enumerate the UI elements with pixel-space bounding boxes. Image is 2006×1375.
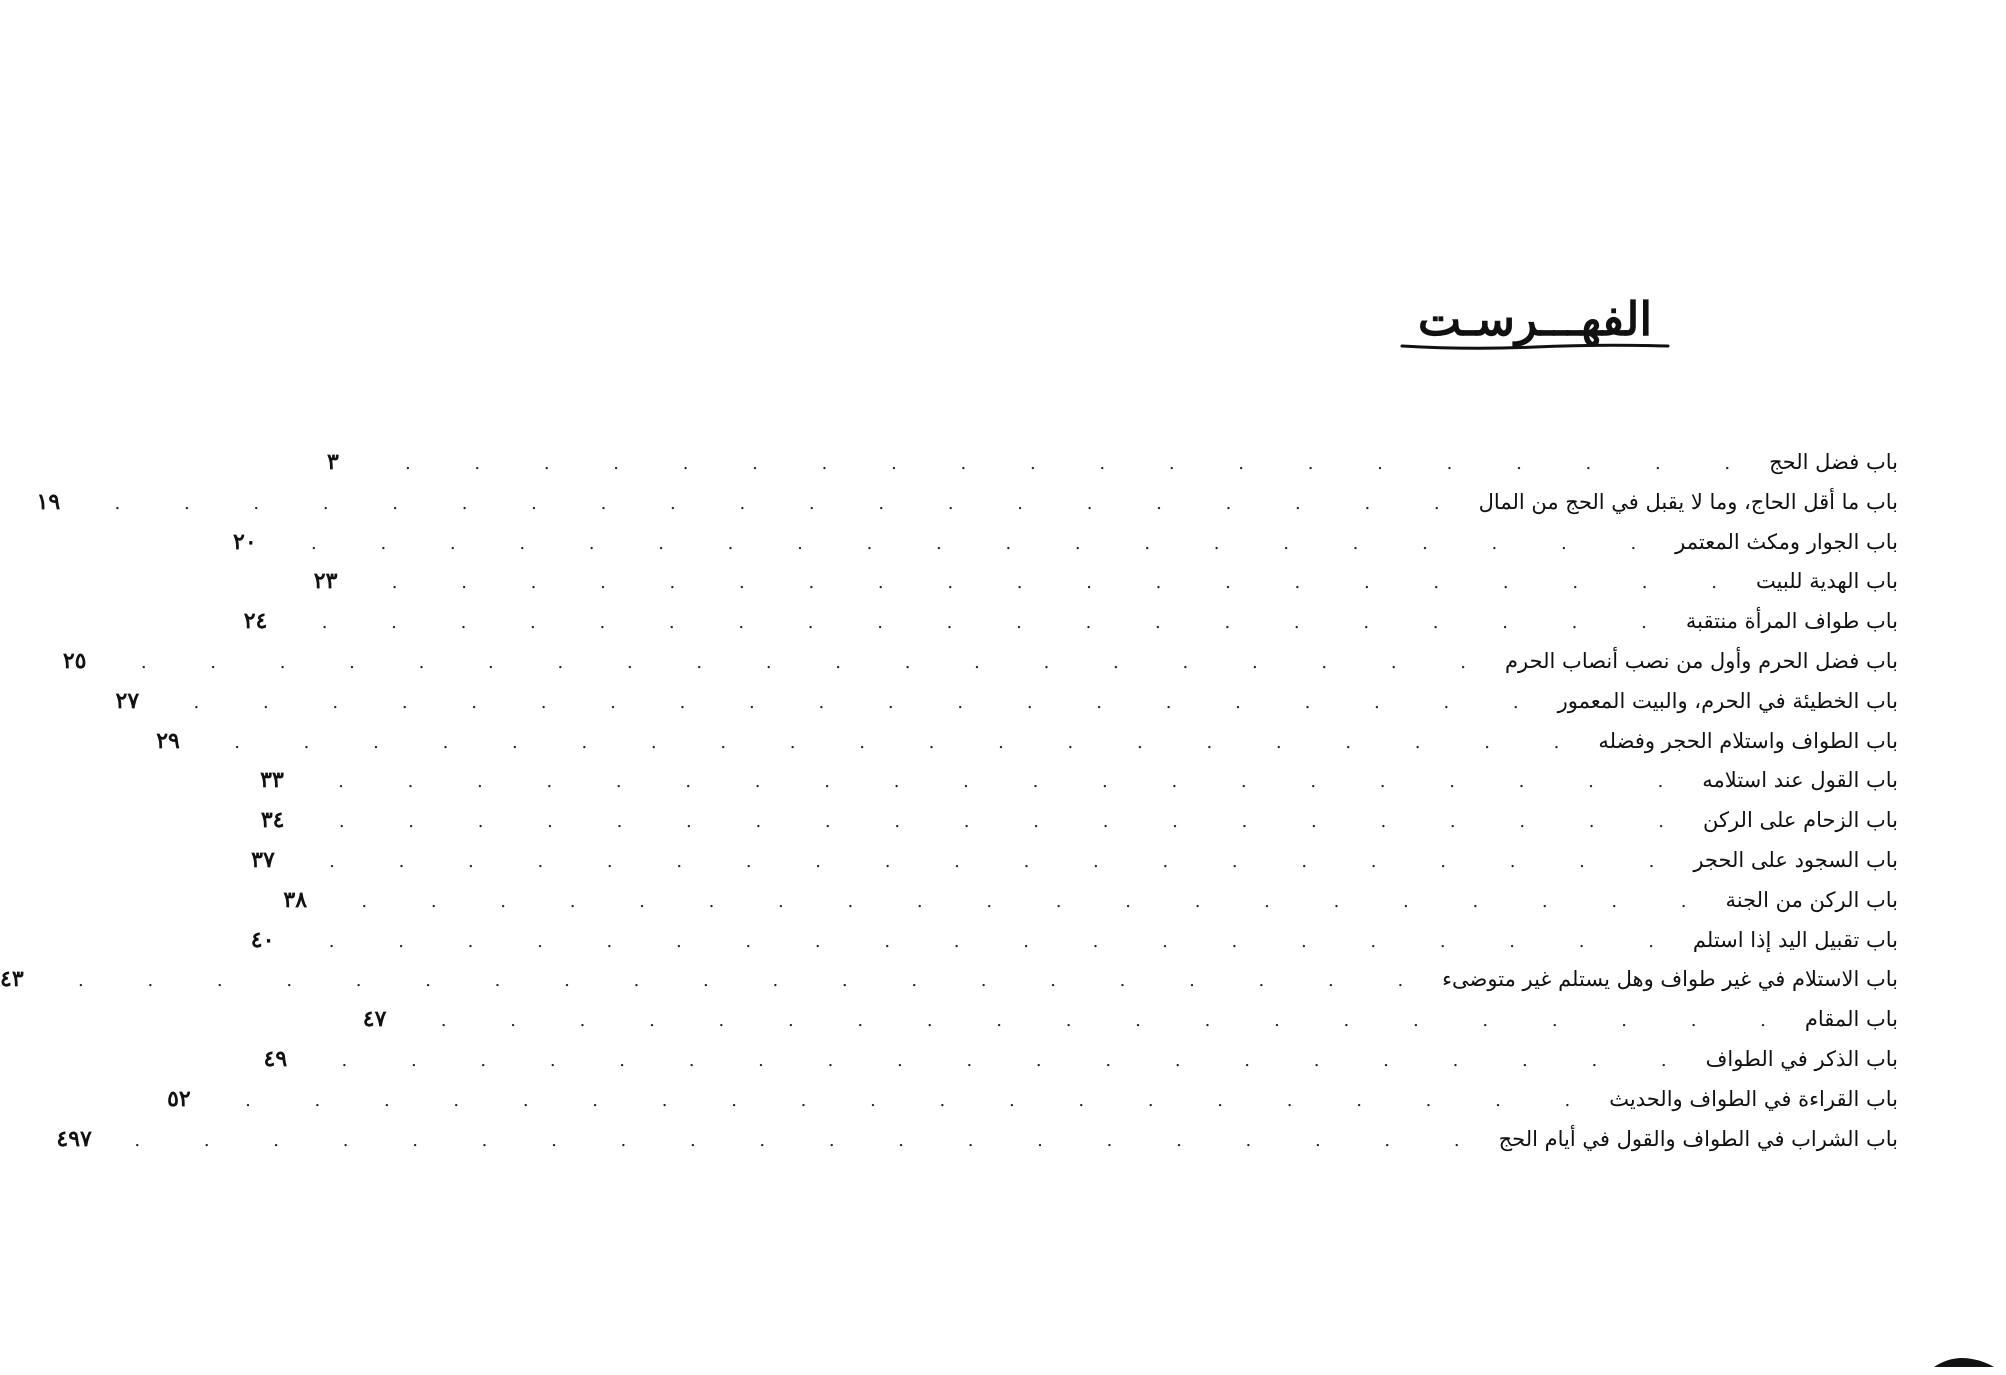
toc-entry-page: ٤٩ bbox=[263, 1045, 288, 1072]
toc-entry-page: ١٩ bbox=[36, 488, 61, 515]
toc-leader-dots: . . . . . . . . . . . . . . . . . . . . bbox=[328, 930, 1683, 952]
toc-entry-title: باب الطواف واستلام الحجر وفضله bbox=[1598, 728, 1898, 753]
toc-entry[interactable] bbox=[362, 1006, 1898, 1046]
toc-leader-dots: . . . . . . . . . . . . . . . . . . . . bbox=[404, 453, 1760, 474]
toc-leader-dots: . . . . . . . . . . . . . . . . . . . . bbox=[341, 1049, 1696, 1071]
toc-entry[interactable] bbox=[36, 488, 1898, 529]
toc-entry-title: باب فضل الحج bbox=[1769, 450, 1898, 474]
toc-entry[interactable] bbox=[313, 568, 1898, 608]
toc-leader-dots: . . . . . . . . . . . . . . . . . . . . bbox=[440, 1010, 1795, 1032]
toc-entry[interactable] bbox=[260, 767, 1898, 807]
toc-entry[interactable] bbox=[250, 926, 1898, 967]
toc-entry-page: ٢٠ bbox=[233, 528, 257, 555]
toc-leader-dots: . . . . . . . . . . . . . . . . . . . . bbox=[391, 572, 1746, 594]
toc-entry[interactable] bbox=[326, 449, 1898, 489]
toc-entry-title: باب تقبيل اليد إذا استلم bbox=[1692, 927, 1898, 952]
toc-leader-dots: . . . . . . . . . . . . . . . . . . . . bbox=[321, 612, 1676, 634]
toc-entry[interactable] bbox=[115, 687, 1898, 728]
scan-edge-mark bbox=[1932, 1353, 1996, 1369]
toc-entry[interactable] bbox=[156, 727, 1898, 768]
toc-entry[interactable] bbox=[263, 1045, 1898, 1086]
toc-entry-page: ٢٣ bbox=[313, 568, 338, 595]
toc-leader-dots: . . . . . . . . . . . . . . . . . . . . bbox=[114, 492, 1469, 514]
toc-entry[interactable] bbox=[283, 886, 1898, 927]
toc-entry-title: باب الزحام على الركن bbox=[1702, 808, 1898, 833]
toc-entry-title: باب الشراب في الطواف والقول في أيام الحج bbox=[1498, 1126, 1898, 1151]
toc-entry[interactable] bbox=[56, 1125, 1898, 1166]
toc-entry-page: ٣٨ bbox=[283, 886, 308, 913]
toc-entry[interactable] bbox=[243, 608, 1898, 648]
toc-leader-dots: . . . . . . . . . . . . . . . . . . . . bbox=[234, 731, 1589, 753]
toc-entry-page: ٤٩٧ bbox=[56, 1125, 92, 1152]
toc-entry-page: ٤٠ bbox=[250, 926, 275, 953]
toc-entry-page: ٢٤ bbox=[243, 608, 268, 635]
toc-entry-title: باب الهدية للبيت bbox=[1755, 569, 1898, 594]
toc-entry-page: ٣٣ bbox=[260, 767, 284, 794]
toc-entry-page: ٤٣ bbox=[0, 966, 24, 993]
toc-leader-dots: . . . . . . . . . . . . . . . . . . . . bbox=[361, 890, 1716, 912]
toc-entry-page: ٢٩ bbox=[156, 727, 180, 754]
toc-entry-title: باب ما أقل الحاج، وما لا يقبل في الحج من المال bbox=[1478, 489, 1898, 514]
table-of-contents bbox=[0, 449, 1898, 1165]
toc-entry[interactable] bbox=[260, 807, 1898, 847]
page-title: الفهـــرسـت bbox=[1417, 292, 1653, 346]
toc-entry-title: باب السجود على الحجر bbox=[1693, 847, 1898, 872]
toc-entry-title: باب فضل الحرم وأول من نصب أنصاب الحرم bbox=[1505, 648, 1898, 673]
title-block bbox=[1064, 292, 2006, 351]
toc-entry[interactable] bbox=[0, 966, 1898, 1006]
toc-entry-page: ٥٢ bbox=[167, 1085, 191, 1112]
toc-entry-title: باب الذكر في الطواف bbox=[1705, 1046, 1898, 1071]
toc-leader-dots: . . . . . . . . . . . . . . . . . . . . bbox=[245, 1089, 1600, 1111]
toc-entry[interactable] bbox=[167, 1085, 1898, 1126]
toc-entry-page: ٢٧ bbox=[115, 687, 140, 714]
toc-leader-dots: . . . . . . . . . . . . . . . . . . . . bbox=[338, 811, 1693, 833]
toc-leader-dots: . . . . . . . . . . . . . . . . . . . . bbox=[78, 970, 1433, 992]
toc-leader-dots: . . . . . . . . . . . . . . . . . . . . bbox=[193, 691, 1548, 713]
toc-entry-title: باب الركن من الجنة bbox=[1725, 887, 1898, 912]
toc-entry-page: ٤٧ bbox=[362, 1006, 387, 1033]
toc-leader-dots: . . . . . . . . . . . . . . . . . . . . bbox=[311, 532, 1666, 554]
toc-entry-page: ٣٤ bbox=[260, 807, 285, 834]
toc-leader-dots: . . . . . . . . . . . . . . . . . . . . bbox=[134, 1129, 1489, 1151]
toc-leader-dots: . . . . . . . . . . . . . . . . . . . . bbox=[329, 850, 1684, 872]
toc-entry-title: باب الاستلام في غير طواف وهل يستلم غير متوضىء bbox=[1442, 967, 1898, 992]
toc-entry-title: باب القول عند استلامه bbox=[1702, 768, 1898, 793]
toc-entry-title: باب الخطيئة في الحرم، والبيت المعمور bbox=[1557, 688, 1898, 713]
toc-entry-page: ٣ bbox=[326, 449, 339, 475]
toc-entry-page: ٢٥ bbox=[62, 647, 87, 674]
toc-entry-page: ٣٧ bbox=[251, 846, 275, 873]
toc-entry-title: باب القراءة في الطواف والحديث bbox=[1609, 1086, 1898, 1111]
toc-entry-title: باب المقام bbox=[1804, 1007, 1898, 1032]
toc-leader-dots: . . . . . . . . . . . . . . . . . . . . bbox=[338, 771, 1693, 793]
toc-entry[interactable] bbox=[251, 846, 1898, 887]
toc-entry[interactable] bbox=[62, 647, 1898, 688]
toc-entry-title: باب الجوار ومكث المعتمر bbox=[1675, 529, 1898, 554]
toc-leader-dots: . . . . . . . . . . . . . . . . . . . . bbox=[140, 651, 1495, 673]
toc-entry-title: باب طواف المرأة منتقبة bbox=[1685, 609, 1898, 634]
toc-entry[interactable] bbox=[233, 528, 1898, 569]
